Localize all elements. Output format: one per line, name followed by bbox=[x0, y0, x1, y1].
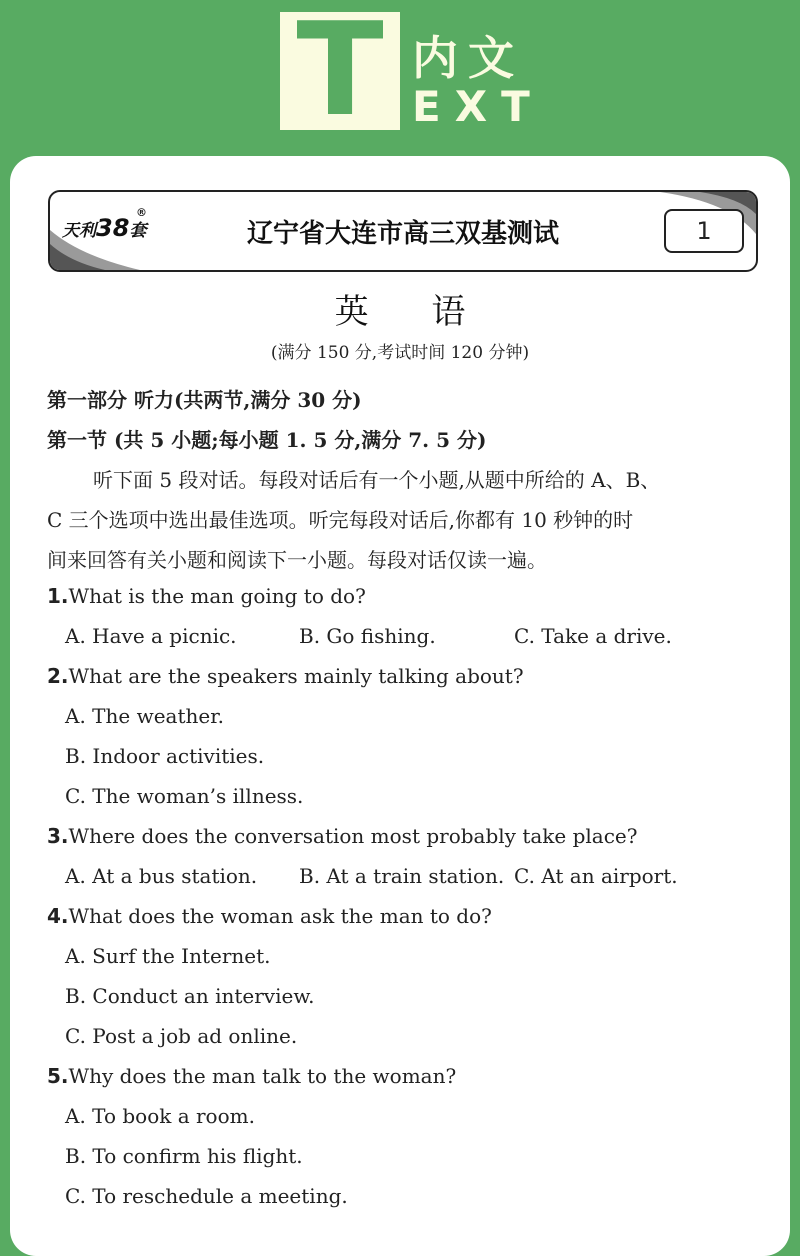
option: C. At an airport. bbox=[514, 864, 678, 888]
question-number: 4. bbox=[47, 904, 69, 928]
exam-title: 辽宁省大连市高三双基测试 bbox=[246, 219, 559, 249]
page-card bbox=[10, 156, 790, 1256]
header-cn-label: 内文 bbox=[412, 31, 524, 85]
option: A. To book a room. bbox=[65, 1104, 255, 1128]
option: A. At a bus station. bbox=[65, 864, 258, 888]
option: A. Have a picnic. bbox=[65, 624, 237, 648]
part-heading: 第一部分 听力(共两节,满分 30 分) bbox=[47, 388, 362, 412]
instruction-line: C 三个选项中选出最佳选项。听完每段对话后,你都有 10 秒钟的时 bbox=[47, 508, 634, 532]
brand-suffix: 套 bbox=[129, 221, 147, 241]
question-number: 2. bbox=[47, 664, 69, 688]
question-number: 5. bbox=[47, 1064, 69, 1088]
subject-title: 英 语 bbox=[334, 292, 492, 332]
option: A. Surf the Internet. bbox=[65, 944, 271, 968]
header-en-label: EXT bbox=[412, 82, 544, 131]
question-text: What is the man going to do? bbox=[68, 584, 366, 608]
option: B. At a train station. bbox=[299, 864, 505, 888]
option: C. Post a job ad online. bbox=[65, 1024, 298, 1048]
question-2 bbox=[47, 664, 524, 688]
t-letter: T bbox=[296, 0, 384, 145]
question-number: 3. bbox=[47, 824, 69, 848]
option: A. The weather. bbox=[65, 704, 224, 728]
question-text: What are the speakers mainly talking about? bbox=[68, 664, 524, 688]
question-text: What does the woman ask the man to do? bbox=[68, 904, 492, 928]
question-1 bbox=[47, 584, 366, 608]
question-4 bbox=[47, 904, 492, 928]
question-text: Where does the conversation most probably take place? bbox=[68, 824, 638, 848]
score-note: (满分 150 分,考试时间 120 分钟) bbox=[270, 343, 530, 363]
instruction-line: 间来回答有关小题和阅读下一小题。每段对话仅读一遍。 bbox=[47, 548, 547, 572]
question-5 bbox=[47, 1064, 456, 1088]
question-number: 1. bbox=[47, 584, 69, 608]
exam-title-banner bbox=[48, 190, 758, 272]
option: B. Conduct an interview. bbox=[65, 984, 315, 1008]
question-3 bbox=[47, 824, 637, 848]
brand-number: 38 bbox=[96, 214, 130, 242]
registered-mark: ® bbox=[136, 206, 147, 219]
instruction-line: 听下面 5 段对话。每段对话后有一个小题,从题中所给的 A、B、 bbox=[93, 468, 661, 492]
option: B. Indoor activities. bbox=[65, 744, 265, 768]
t-logo-box bbox=[280, 0, 400, 145]
option: B. Go fishing. bbox=[299, 624, 436, 648]
option: C. To reschedule a meeting. bbox=[65, 1184, 348, 1208]
paper-number-badge: 1 bbox=[664, 209, 744, 253]
option: C. The woman’s illness. bbox=[65, 784, 304, 808]
option: B. To confirm his flight. bbox=[65, 1144, 303, 1168]
question-text: Why does the man talk to the woman? bbox=[68, 1064, 457, 1088]
section-heading: 第一节 (共 5 小题;每小题 1. 5 分,满分 7. 5 分) bbox=[47, 428, 487, 452]
brand-text: 天利 bbox=[62, 221, 96, 241]
option: C. Take a drive. bbox=[514, 624, 672, 648]
